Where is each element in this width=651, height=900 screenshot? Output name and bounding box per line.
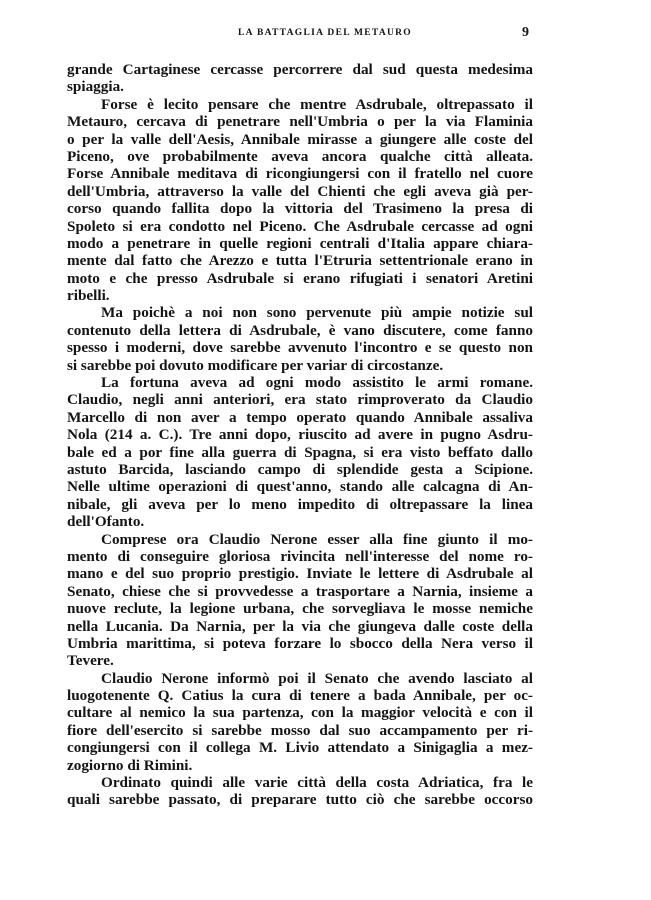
text-line: fiore dell'esercito si sarebbe mosso dal suo accampamento per ri- xyxy=(67,721,533,739)
text-line: Piceno, ove probabilmente aveva ancora qualche città alleata. xyxy=(67,147,533,165)
text-line: Umbria marittima, si poteva forzare lo sbocco della Nera verso il xyxy=(67,634,533,652)
text-line: si sarebbe poi dovuto modificare per variar di circostanze. xyxy=(67,356,444,374)
text-line: spesso i moderni, dove sarebbe avvenuto l'incontro e se questo non xyxy=(67,339,533,357)
running-title: LA BATTAGLIA DEL METAURO xyxy=(238,28,412,38)
text-line: quali sarebbe passato, di preparare tutto ciò che sarebbe occorso xyxy=(67,791,533,809)
text-line: Ma poichè a noi non sono pervenute più ampie notizie sul xyxy=(101,304,533,322)
text-line: bale ed a por fine alla guerra di Spagna, si era visto beffato dallo xyxy=(67,443,533,461)
body-text xyxy=(67,61,533,809)
text-line: Nola (214 a. C.). Tre anni dopo, riuscito ad avere in pugno Asdru- xyxy=(67,426,533,444)
text-line: Comprese ora Claudio Nerone esser alla fine giunto il mo- xyxy=(101,530,533,548)
text-line: Spoleto si era condotto nel Piceno. Che Asdrubale cercasse ad ogni xyxy=(67,217,533,235)
text-line: Marcello di non aver a tempo operato quando Annibale assaliva xyxy=(67,408,533,426)
text-line: dell'Ofanto. xyxy=(67,513,145,531)
running-header xyxy=(0,25,651,44)
text-line: Senato, chiese che si provvedesse a trasportare a Narnia, insieme a xyxy=(67,582,533,600)
text-line: nuove reclute, la legione urbana, che sorvegliava le mosse nemiche xyxy=(67,600,533,618)
text-line: Metauro, cercava di penetrare nell'Umbria o per la via Flaminia xyxy=(67,113,533,131)
text-line: mento di conseguire gloriosa rivincita nell'interesse del nome ro- xyxy=(67,547,533,565)
text-line: Claudio Nerone informò poi il Senato che avendo lasciato al xyxy=(101,669,533,687)
text-line: Forse Annibale meditava di ricongiungersi con il fratello nel cuore xyxy=(67,165,533,183)
text-line: mente dal fatto che Arezzo e tutta l'Etruria settentrionale erano in xyxy=(67,252,533,270)
text-line: corso quando fallita dopo la vittoria del Trasimeno la presa di xyxy=(67,200,533,218)
text-line: Tevere. xyxy=(67,652,114,670)
text-line: moto e che presso Asdrubale si erano rifugiati i senatori Aretini xyxy=(67,269,533,287)
text-line: nibale, gli aveva per lo meno impedito di oltrepassare la linea xyxy=(67,495,533,513)
text-line: Forse è lecito pensare che mentre Asdrubale, oltrepassato il xyxy=(101,95,533,113)
text-line: zogiorno di Rimini. xyxy=(67,756,193,774)
text-line: dell'Umbria, attraverso la valle del Chienti che egli aveva già per- xyxy=(67,182,533,200)
text-line: luogotenente Q. Catius la cura di tenere a bada Annibale, per oc- xyxy=(67,687,533,705)
text-line: Ordinato quindi alle varie città della costa Adriatica, fra le xyxy=(101,774,533,792)
text-line: grande Cartaginese cercasse percorrere dal sud questa medesima xyxy=(67,61,533,78)
text-line: cultare al nemico la sua partenza, con la maggior velocità e con il xyxy=(67,704,533,722)
text-line: Nelle ultime operazioni di quest'anno, stando alle calcagna di An- xyxy=(67,478,533,496)
page-number: 9 xyxy=(522,25,529,40)
text-line: La fortuna aveva ad ogni modo assistito le armi romane. xyxy=(101,374,533,392)
text-line: contenuto della lettera di Asdrubale, è vano discutere, come fanno xyxy=(67,321,533,339)
text-line: ribelli. xyxy=(67,287,110,305)
text-line: nella Lucania. Da Narnia, per la via che giungeva dalle coste della xyxy=(67,617,533,635)
text-line: spiaggia. xyxy=(67,78,124,96)
text-line: modo a penetrare in quelle regioni centrali d'Italia appare chiara- xyxy=(67,234,533,252)
text-line: astuto Barcida, lasciando campo di splendide gesta a Scipione. xyxy=(67,460,533,478)
text-line: o per la valle dell'Aesis, Annibale mirasse a giungere alle coste del xyxy=(67,130,533,148)
text-line: Claudio, negli anni anteriori, era stato rimproverato da Claudio xyxy=(67,391,533,409)
text-line: mano e del suo proprio prestigio. Inviate le lettere di Asdrubale al xyxy=(67,565,533,583)
text-line: congiungersi con il collega M. Livio attendato a Sinigaglia a mez- xyxy=(67,739,533,757)
